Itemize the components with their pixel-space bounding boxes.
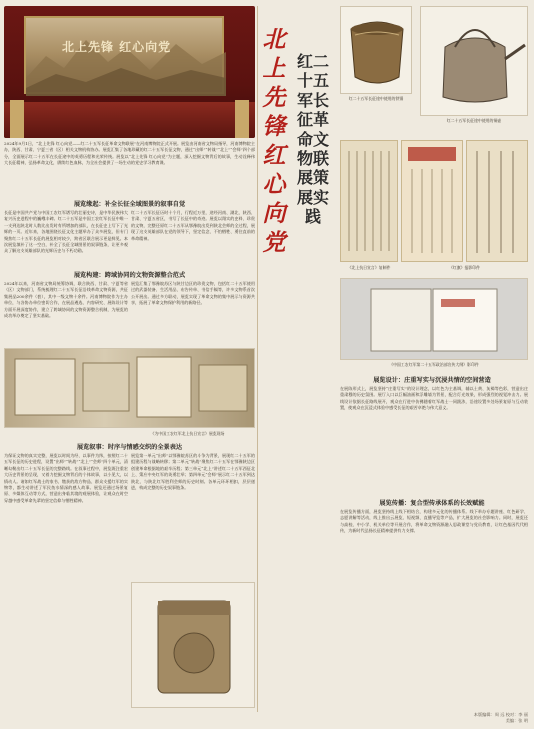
caption-leaflet: 《北上抗日宣言》复制件 <box>347 265 391 270</box>
section-heading-origin: 展览缘起：补全长征全域图景的叙事自觉 <box>73 201 186 208</box>
design-text: 在展陈形式上，展览坚持“庄重写实”的设计理念，以红色为主基调，辅以土黄、灰褐等色彩，营造出庄重肃穆的历史氛围。展厅入口以巨幅油画和浮雕墙为背景，配合灯光效果，形成强烈的视觉冲击力。展线设计依据长征路线展开，观众在行进中仿佛随着红军战士一同跋涉，沿途设置多处场景复原与互动装置，使观众在沉浸式体验中感受长征的艰苦卓绝与伟大意义。 <box>340 386 528 411</box>
page-footer <box>474 712 528 723</box>
caption-bottom-photo: 《中国工农红军第二十五军政治部宣传大纲》影印件 <box>389 362 479 367</box>
pillar-left <box>10 100 24 138</box>
caption-opening: 《为中国工农红军北上抗日宣言》展览现场 <box>150 431 225 436</box>
artifact-photo-kettle <box>420 6 528 116</box>
build-text-right: 展览汇集了鄂豫皖苏区与陕甘边区的珍贵文物，包括红二十五军使用过的武器装备、生活用品、布告传单、书信手稿等，许多文物系首次公开展出。通过多方联动，展览实现了革命文物的集中展示与资源共享，拓展了革命文物保护利用的新路径。 <box>131 281 255 306</box>
section-heading-design: 展览设计：庄重写实与沉浸共情的空间营造 <box>373 377 491 384</box>
footer-editor: 本版编辑：周 远 校对：李 丽 <box>473 712 528 717</box>
caption-kettle: 红二十五军长征途中使用的铜壶 <box>446 118 502 123</box>
narrative-text-left: 为保证文物的真实完整，展览以时间为经、以事件为纬，按照红二十五军长征的历史进程，设置“出师”“转战”“北上”“会师”四个单元，清晰勾勒出红二十五军长征的完整路线。在叙事过程中，展览既注重宏大历史背景的呈现，又着力挖掘文物背后的个体故事，以小见大，以情动人。诸如红军战士的家书、缴获的敌方物品、群众支援红军的实物等，都生动讲述了军民鱼水情深的感人故事。展览还通过场景复原、多媒体互动等方式，营造出身临其境的观展体验，让观众在时空穿越中感受革命先辈的坚定信仰与牺牲精神。 <box>4 453 128 503</box>
narrative-text-right: 展览第一单元“出师”以鄂豫皖苏区的斗争为背景，展现红二十五军的组建历程与战略转移；第二单元“转战”聚焦红二十五军在鄂豫陕边区创建革命根据地的艰辛历程；第三单元“北上”讲述红二十五军西征北上、策应中央红军的英勇壮举；第四单元“会师”展示红二十五军到达陕北、与陕北红军胜利会师的历史时刻。各单元环环相扣，层层递进，构成完整的历史叙事链条。 <box>131 453 255 491</box>
caption-newspaper: 《红旗》报影印件 <box>448 265 481 270</box>
headline-black: 红二十五军长征革命文物联展策展实践 <box>296 52 329 227</box>
footer-designer: 美编：张 明 <box>505 717 528 723</box>
exhibit-wall-photo <box>4 348 255 428</box>
origin-text-left: 长征是中国共产党与中国工农红军谱写的壮丽史诗，是中华民族伟大复兴历史进程中的巍峨丰碑。红二十五军是中国工农红军长征中唯一一支到达陕北时人数比出发时有所增加的部队，在长征史上写下了光辉的一页。近年来，各地围绕长征文化主题举办了众多展览，但专门聚焦红二十五军长征的展览相对较少，跨省区联合展示更是鲜见。本次展览填补了这一空白，补全了长征全域图景的叙事链条，让更多观众了解这支英雄部队的光辉历史与不朽功勋。 <box>4 210 128 254</box>
exhibition-mural <box>24 16 224 94</box>
section-heading-build: 展览构建：跨域协同的文物资源整合范式 <box>73 272 186 279</box>
hero-title: 北上先锋 红心向党 <box>62 40 172 54</box>
build-text-left: 2024年以来，河南省文物局统筹协调，联合陕西、甘肃、宁夏等省（区）文物部门，系统梳理红二十五军长征沿线革命文物资源，共征集展品200余件（套），其中一级文物十余件。河南博物院作为主办单位，与各协办单位密切合作，在展品遴选、内容研究、展陈设计等方面开展深度协作，建立了跨域协同的文物资源整合机制，为展览的成功举办奠定了坚实基础。 <box>4 281 128 319</box>
exhibition-hall-photo <box>4 6 255 138</box>
communication-text: 在展览传播方面，展览坚持线上线下相结合，构建多元化的传播体系。线下举办专题讲座、红色研学、志愿讲解等活动，线上推出云展览、短视频、直播导览等产品，扩大展览的社会影响力。同时，展览还与高校、中小学、机关单位等开展合作，将革命文物资源融入思政课堂与党员教育，让红色基因代代相传，为新时代弘扬长征精神提供有力支撑。 <box>340 509 528 534</box>
headline-red: 北上先锋 红心向党 <box>262 27 286 256</box>
floor <box>4 102 255 138</box>
document-newspaper <box>401 140 463 262</box>
caption-pot: 红二十五军长征途中使用的铁锅 <box>348 96 404 101</box>
section-heading-narrative: 展览叙事：时序与情感交织的全景表达 <box>76 444 183 451</box>
origin-text-right: 红二十五军长征历时十个月，行程近万里，途经河南、湖北、陕西、甘肃、宁夏五省区，书写了长征中的奇迹。展览以翔实的史料、珍贵的文物，完整还原红二十五军从鄂豫皖出发到陕北会师的全过程，展现了这支英雄部队在党的领导下，坚定信念、不怕牺牲、勇往直前的革命精神。 <box>131 210 255 241</box>
document-letter <box>466 140 528 262</box>
artifact-photo-pot <box>340 6 412 94</box>
section-heading-communication: 展览传播：复合型传承体系的长效赋能 <box>379 500 485 507</box>
artifact-photo-book <box>340 278 528 360</box>
pillar-right <box>235 100 249 138</box>
document-leaflet <box>340 140 398 262</box>
intro-paragraph: 2024年9月1日，“北上先锋 红心向党——红二十五军长征革命文物联展”在河南博物院正式开展。展览由河南省文物局指导，河南博物院主办，陕西、甘肃、宁夏三省（区）相关文物机构协办。展览汇集了各地珍藏的红二十五军长征文物，通过“出师”“转战”“北上”“会师”四个部分，全面展示红二十五军在长征途中的英勇历程和光荣传统。展览以“北上先锋 红心向党”为主题，深入挖掘文物背后的故事，生动诠释伟大长征精神，弘扬革命文化，赓续红色血脉，为全社会提供了一场生动的党史学习教育课。 <box>4 141 255 166</box>
artifact-photo-tin <box>131 582 255 708</box>
